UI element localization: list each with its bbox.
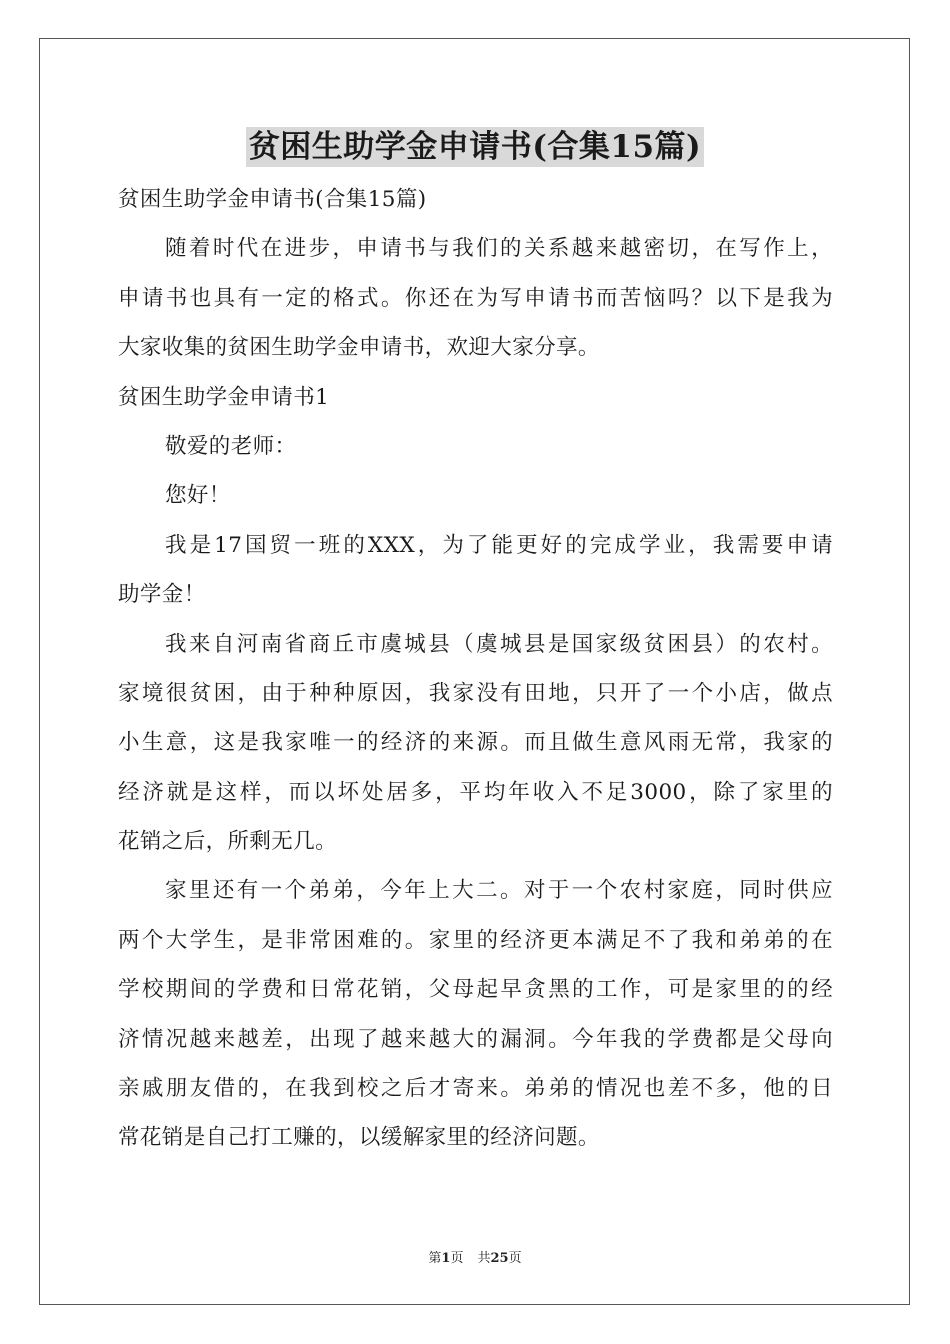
text-line: 两个大学生，是非常困难的。家里的经济更本满足不了我和弟弟的在 xyxy=(118,927,833,953)
text-line: 小生意，这是我家唯一的经济的来源。而且做生意风雨无常，我家的 xyxy=(118,730,833,756)
footer-total-pages: 25 xyxy=(490,1251,509,1266)
text-line: 大家收集的贫困生助学金申请书，欢迎大家分享。 xyxy=(118,335,600,361)
title-container xyxy=(0,127,950,167)
text-line: 随着时代在进步，申请书与我们的关系越来越密切，在写作上， xyxy=(165,236,833,262)
footer-page-prefix: 第 xyxy=(428,1251,442,1266)
text-line: 贫困生助学金申请书1 xyxy=(118,384,330,410)
document-body xyxy=(118,175,833,1163)
text-line: 家里还有一个弟弟，今年上大二。对于一个农村家庭，同时供应 xyxy=(165,878,833,904)
text-line: 贫困生助学金申请书(合集15篇) xyxy=(118,187,427,212)
text-line: 学校期间的学费和日常花销，父母起早贪黑的工作，可是家里的的经 xyxy=(118,977,833,1003)
footer-page-number: 1 xyxy=(441,1251,451,1266)
text-line: 济情况越来越差，出现了越来越大的漏洞。今年我的学费都是父母向 xyxy=(118,1026,833,1052)
text-line: 常花销是自己打工赚的，以缓解家里的经济问题。 xyxy=(118,1125,600,1151)
text-line: 我来自河南省商丘市虞城县（虞城县是国家级贫困县）的农村。 xyxy=(165,631,833,657)
text-line: 助学金！ xyxy=(118,582,206,608)
document-title: 贫困生助学金申请书(合集15篇) xyxy=(246,127,704,167)
text-line: 申请书也具有一定的格式。你还在为写申请书而苦恼吗？以下是我为 xyxy=(118,285,833,311)
text-line: 敬爱的老师： xyxy=(165,433,297,459)
footer-page-suffix: 页 xyxy=(450,1251,464,1266)
text-line: 家境很贫困，由于种种原因，我家没有田地，只开了一个小店，做点 xyxy=(118,680,833,706)
page-footer xyxy=(0,1247,950,1266)
text-line: 经济就是这样，而以坏处居多，平均年收入不足3000，除了家里的 xyxy=(118,779,833,805)
text-line: 亲戚朋友借的，在我到校之后才寄来。弟弟的情况也差不多，他的日 xyxy=(118,1076,833,1102)
footer-total-suffix: 页 xyxy=(508,1251,522,1266)
text-line: 我是17国贸一班的XXX，为了能更好的完成学业，我需要申请 xyxy=(165,532,833,558)
footer-total-prefix: 共 xyxy=(477,1251,491,1266)
text-line: 您好！ xyxy=(165,483,231,509)
text-line: 花销之后，所剩无几。 xyxy=(118,829,338,855)
